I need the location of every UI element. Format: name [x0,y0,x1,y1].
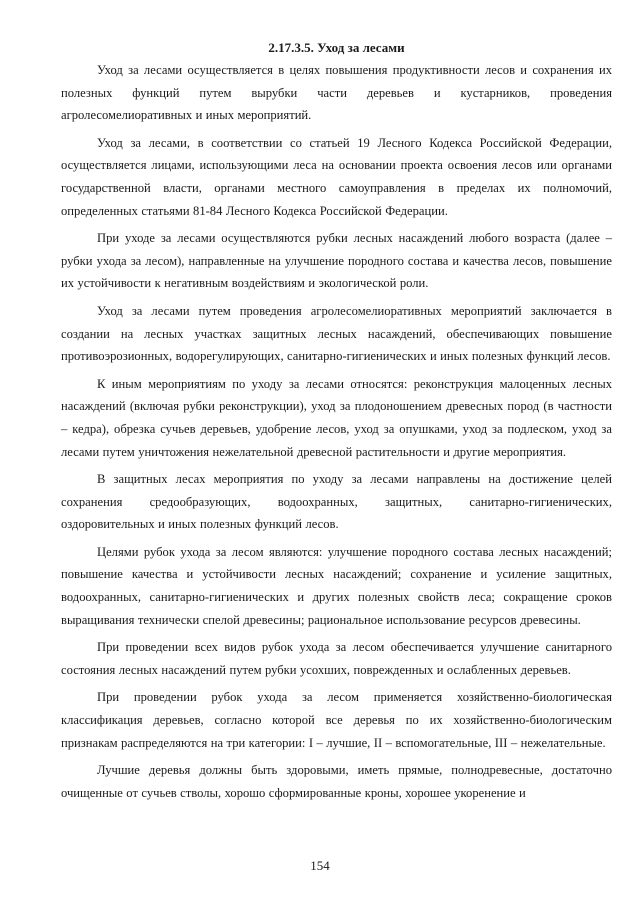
paragraph-1: Уход за лесами осуществляется в целях повышения продуктивности лесов и сохранения их полезных функций путем вырубки части деревьев и кустарников, проведения агролесомелиоративных и иных мероприятий. [61,63,612,123]
paragraph-8: При проведении всех видов рубок ухода за лесом обеспечивается улучшение санитарного состояния лесных насаждений путем рубки усохших, поврежденных и ослабленных деревьев. [61,640,612,677]
section-heading: 2.17.3.5. Уход за лесами [268,40,405,55]
paragraph-7: Целями рубок ухода за лесом являются: улучшение породного состава лесных насаждений; повышение качества и устойчивости лесных насаждений; сохранение и усиление защитных, водоохранных, санитарно-гигиенических и других полезных свойств леса; сокращение сроков выращивания технически спелой древесины; рациональное использование ресурсов древесины. [61,544,612,627]
paragraph-3: При уходе за лесами осуществляются рубки лесных насаждений любого возраста (далее – рубки ухода за лесом), направленные на улучшение породного состава и качества лесов, повышение их устойчивости к негативным воздействиям и экологической роли. [61,231,612,291]
paragraph-4: Уход за лесами путем проведения агролесомелиоративных мероприятий заключается в создании на лесных участках защитных лесных насаждений, обеспечивающих повышение противоэрозионных, водорегулирующих, санитарно-гигиенических и иных полезных функций лесов. [61,303,612,364]
page-number: 154 [310,858,330,873]
paragraph-5: К иным мероприятиям по уходу за лесами относятся: реконструкция малоценных лесных насаждений (включая рубки реконструкции), уход за плодоношением древесных пород (в частности – кедра), обрезка сучьев деревьев, удобрение лесов, уход за опушками, уход за подлеском, уход за лесами путем уничтожения нежелательной древесной растительности и другие мероприятия. [61,376,612,459]
paragraph-2: Уход за лесами, в соответствии со статьей 19 Лесного Кодекса Российской Федерации, осуществляется лицами, использующими леса на основании проекта освоения лесов или органами государственной власти, органами местного самоуправления в пределах их полномочий, определенных статьями 81-84 Лесного Кодекса Российской Федерации. [61,135,612,218]
paragraph-6: В защитных лесах мероприятия по уходу за лесами направлены на достижение целей сохранения средообразующих, водоохранных, защитных, санитарно-гигиенических, оздоровительных и иных полезных функций лесов. [61,472,612,532]
paragraph-10: Лучшие деревья должны быть здоровыми, иметь прямые, полнодревесные, достаточно очищенные от сучьев стволы, хорошо сформированные кроны, хорошее укоренение и [61,763,612,800]
paragraph-9: При проведении рубок ухода за лесом применяется хозяйственно-биологическая классификация деревьев, согласно которой все деревья по их хозяйственно-биологическим признакам распределяются на три категории: I – лучшие, II – вспомогательные, III – нежелательные. [61,690,612,750]
document-page [61,38,612,809]
